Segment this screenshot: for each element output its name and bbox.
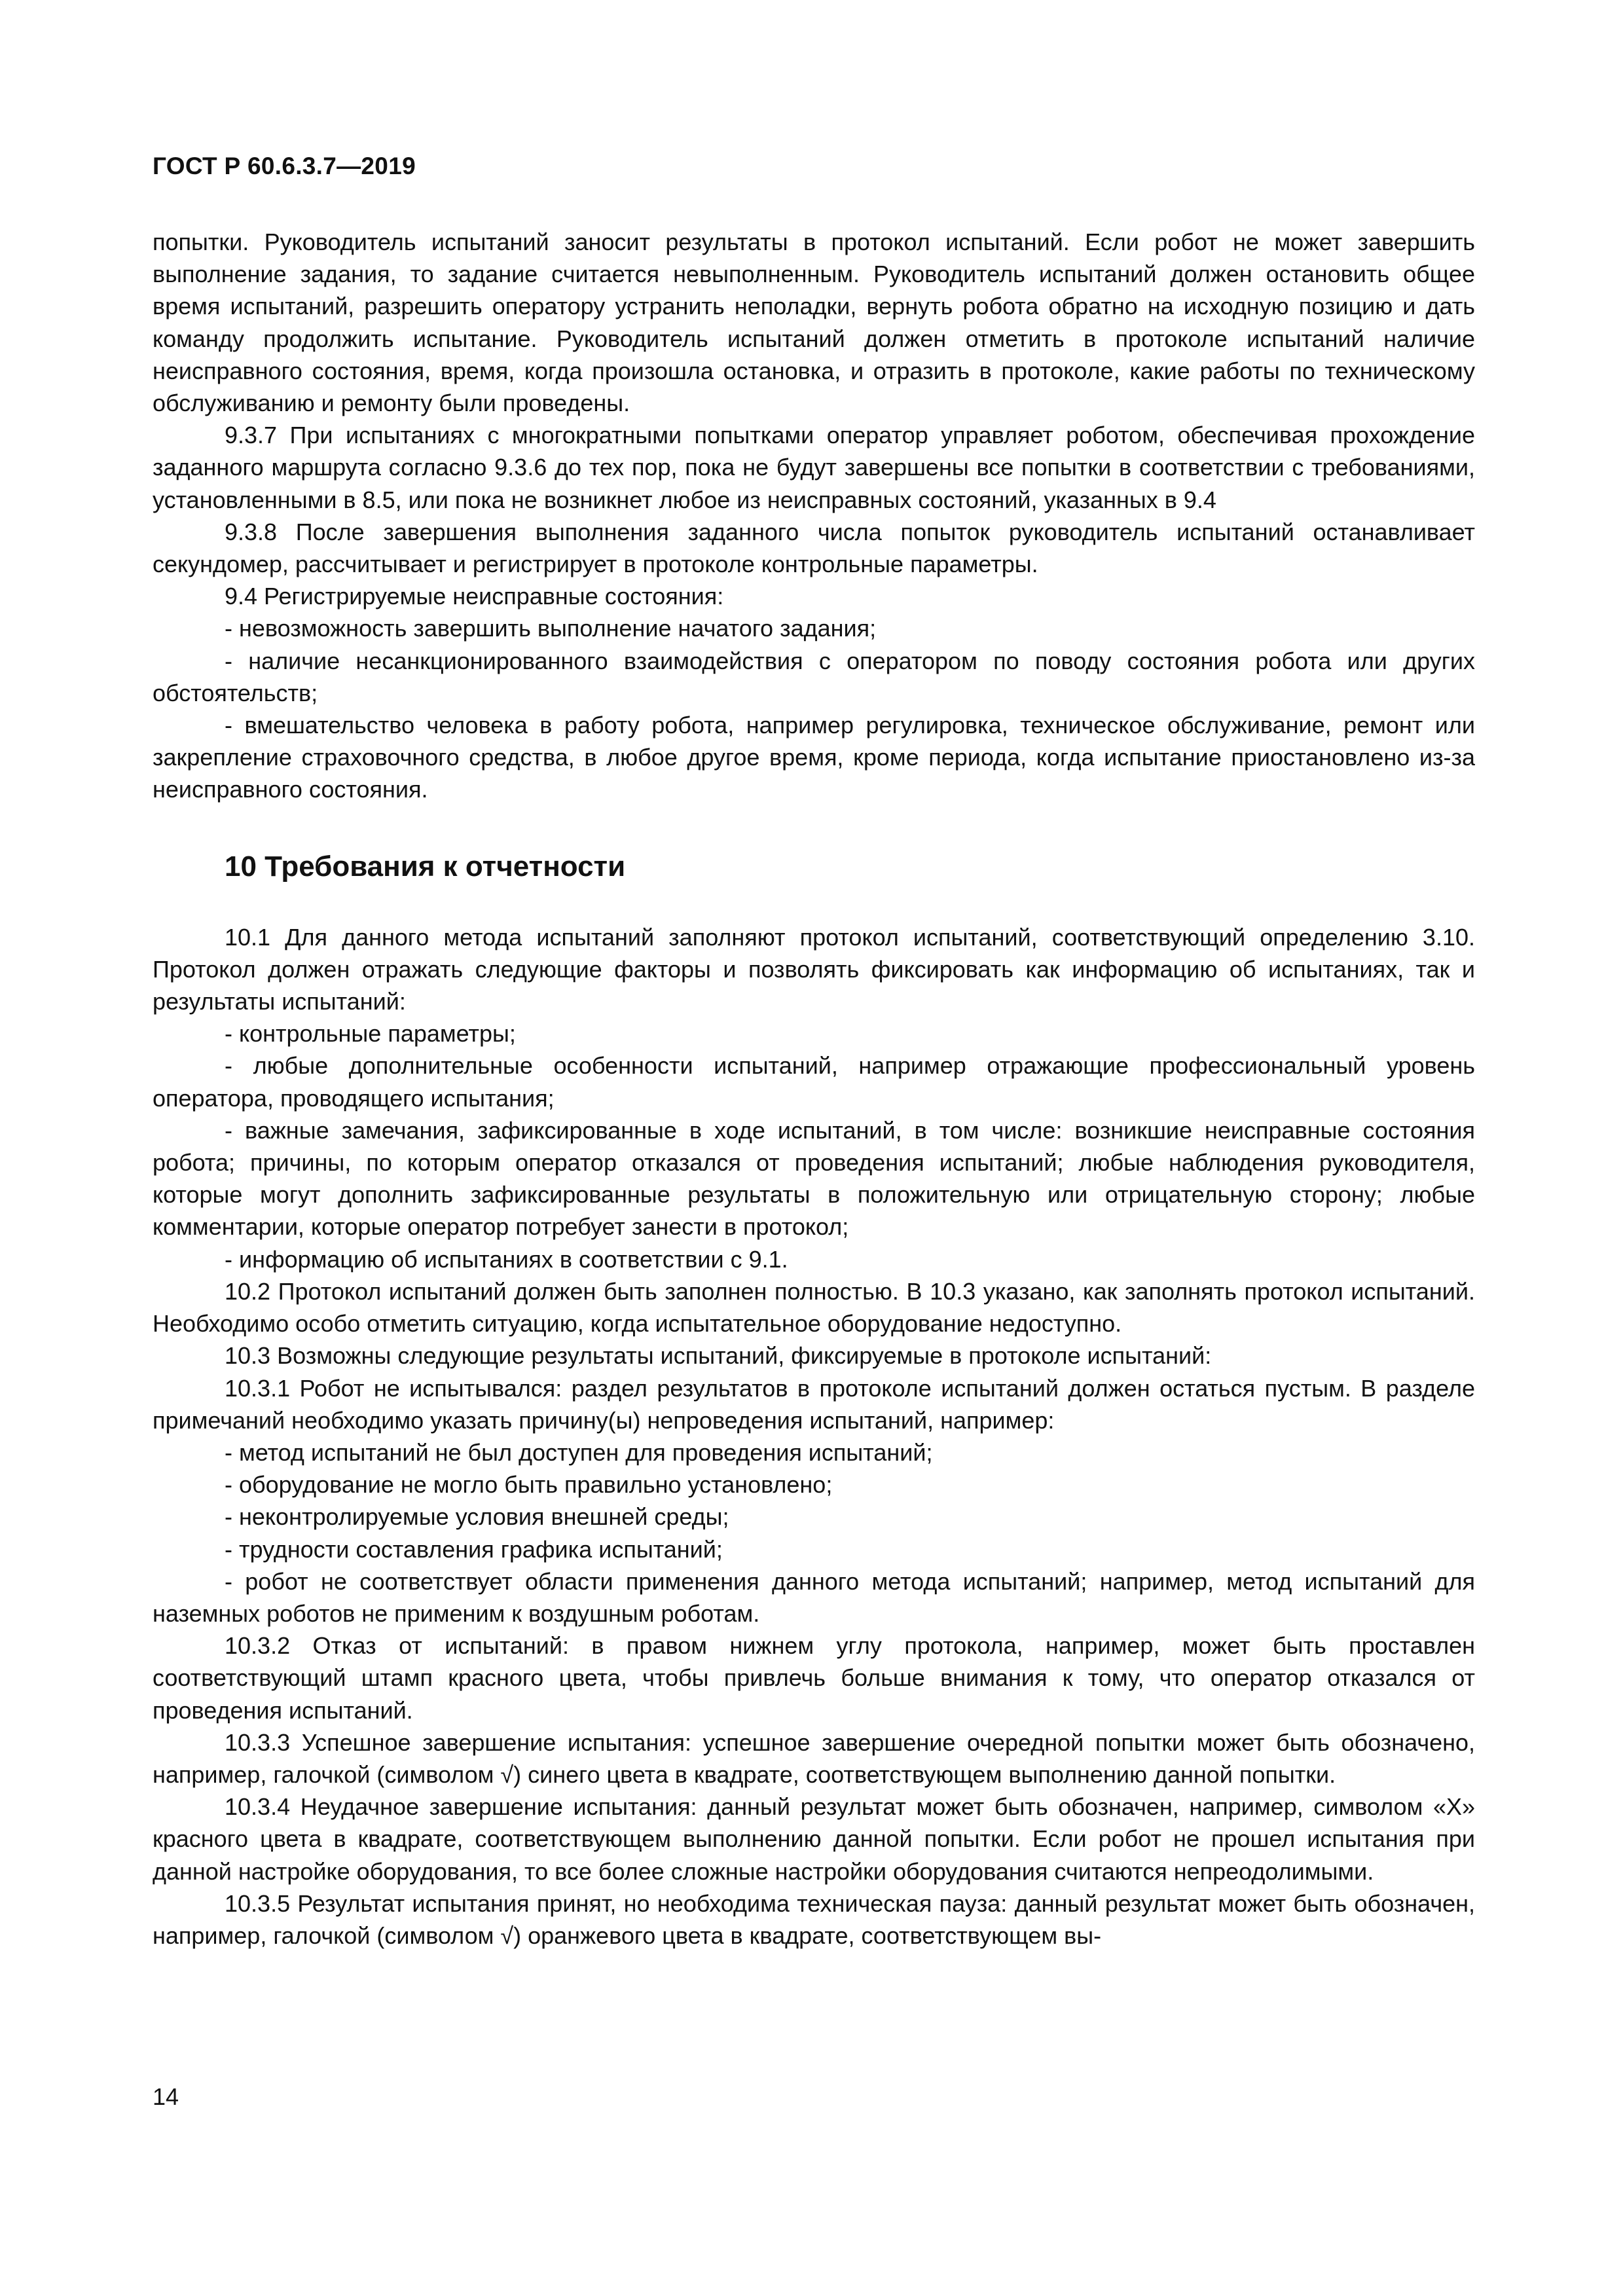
paragraph-9-3-8: 9.3.8 После завершения выполнения заданного числа попыток руководитель испытаний останавливает секундомер, рассчитывает и регистрирует в протоколе контрольные параметры.: [153, 518, 1475, 578]
list-item: - любые дополнительные особенности испытаний, например отражающие профессиональный уровень оператора, проводящего испытания;: [153, 1052, 1475, 1112]
list-item: - невозможность завершить выполнение начатого задания;: [225, 615, 877, 642]
paragraph-10-3-4: 10.3.4 Неудачное завершение испытания: данный результат может быть обозначен, например, символом «Х» красного цвета в квадрате, соответствующем выполнению данной попытки. Если робот не прошел испытания при данной настройке оборудования, то все более сложные настройки оборудования считаются непреодолимыми.: [153, 1793, 1475, 1885]
paragraph-10-3-3: 10.3.3 Успешное завершение испытания: успешное завершение очередной попытки может быть обозначено, например, галочкой (символом √) синего цвета в квадрате, соответствующем выполнению данной попытки.: [153, 1728, 1475, 1788]
paragraph-10-1: 10.1 Для данного метода испытаний заполняют протокол испытаний, соответствующий определению 3.10. Протокол должен отражать следующие факторы и позволять фиксировать как информацию об испытаниях, так и результаты испытаний:: [153, 923, 1475, 1015]
page-body: [153, 226, 1475, 1952]
list-item: - метод испытаний не был доступен для проведения испытаний;: [225, 1438, 933, 1466]
list-item: - трудности составления графика испытаний;: [225, 1535, 723, 1563]
list-item: - наличие несанкционированного взаимодействия с оператором по поводу состояния робота или других обстоятельств;: [153, 647, 1475, 706]
list-item: - оборудование не могло быть правильно установлено;: [225, 1471, 833, 1499]
list-item: - контрольные параметры;: [225, 1020, 516, 1048]
page-number: 14: [153, 2083, 179, 2110]
list-item: - вмешательство человека в работу робота, например регулировка, техническое обслуживание, ремонт или закрепление страховочного средства, в любое другое время, кроме периода, когда испытание приостановлено из-за неисправного состояния.: [153, 712, 1475, 803]
paragraph-10-2: 10.2 Протокол испытаний должен быть заполнен полностью. В 10.3 указано, как заполнять протокол испытаний. Необходимо особо отметить ситуацию, когда испытательное оборудование недоступно.: [153, 1277, 1475, 1338]
paragraph-10-3-5: 10.3.5 Результат испытания принят, но необходима техническая пауза: данный результат может быть обозначен, например, галочкой (символом √) оранжевого цвета в квадрате, соответствующем вы-: [153, 1889, 1475, 1949]
paragraph-10-3-2: 10.3.2 Отказ от испытаний: в правом нижнем углу протокола, например, может быть проставлен соответствующий штамп красного цвета, чтобы привлечь больше внимания к тому, что оператор отказался от проведения испытаний.: [153, 1632, 1475, 1724]
list-item: - важные замечания, зафиксированные в ходе испытаний, в том числе: возникшие неисправные состояния робота; причины, по которым оператор отказался от проведения испытаний; любые наблюдения руководителя, которые могут дополнить зафиксированные результаты в положительную или отрицательную сторону; любые комментарии, которые оператор потребует занести в протокол;: [153, 1116, 1475, 1241]
list-item: - информацию об испытаниях в соответствии с 9.1.: [225, 1245, 788, 1273]
paragraph-9-3-7: 9.3.7 При испытаниях с многократными попытками оператор управляет роботом, обеспечивая прохождение заданного маршрута согласно 9.3.6 до тех пор, пока не будут завершены все попытки в соответствии с требованиями, установленными в 8.5, или пока не возникнет любое из неисправных состояний, указанных в 9.4: [153, 422, 1475, 513]
paragraph-9-4: 9.4 Регистрируемые неисправные состояния:: [225, 583, 724, 610]
section-heading: 10 Требования к отчетности: [225, 850, 626, 883]
list-item: - неконтролируемые условия внешней среды;: [225, 1503, 729, 1531]
paragraph-continuation: попытки. Руководитель испытаний заносит результаты в протокол испытаний. Если робот не может завершить выполнение задания, то задание считается невыполненным. Руководитель испытаний должен остановить общее время испытаний, разрешить оператору устранить неполадки, вернуть робота обратно на исходную позицию и дать команду продолжить испытание. Руководитель испытаний должен отметить в протоколе испытаний наличие неисправного состояния, время, когда произошла остановка, и отразить в протоколе, какие работы по техническому обслуживанию и ремонту были проведены.: [153, 228, 1475, 417]
document-header: ГОСТ Р 60.6.3.7—2019: [153, 153, 416, 179]
paragraph-10-3: 10.3 Возможны следующие результаты испытаний, фиксируемые в протоколе испытаний:: [225, 1342, 1212, 1370]
paragraph-10-3-1: 10.3.1 Робот не испытывался: раздел результатов в протоколе испытаний должен остаться пустым. В разделе примечаний необходимо указать причину(ы) непроведения испытаний, например:: [153, 1374, 1475, 1434]
list-item: - робот не соответствует области применения данного метода испытаний; например, метод испытаний для наземных роботов не применим к воздушным роботам.: [153, 1567, 1475, 1627]
